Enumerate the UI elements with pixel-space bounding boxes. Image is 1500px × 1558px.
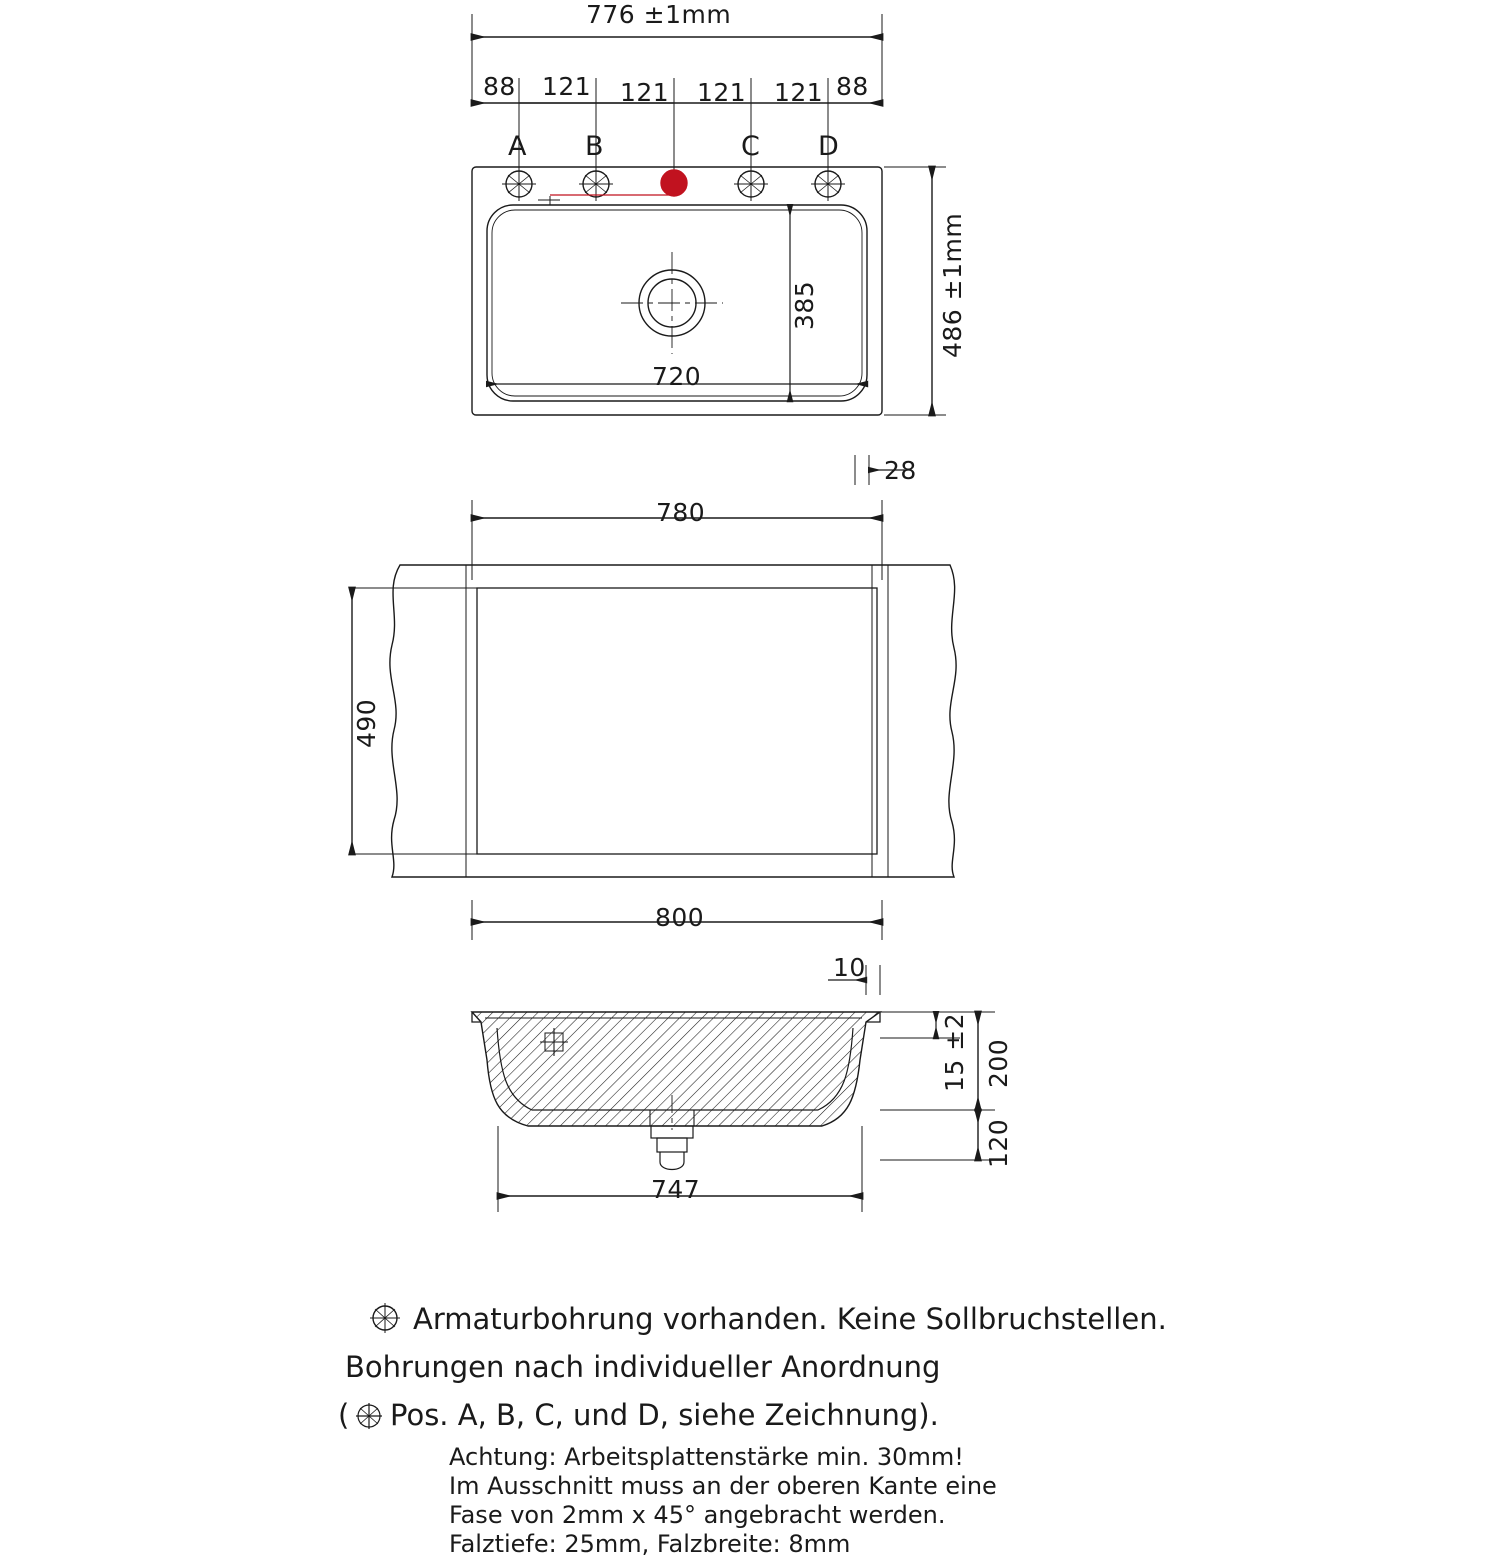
dim-overall-depth: 486 ±1mm [938,212,967,358]
dim-drain-depth: 120 [984,1118,1013,1168]
note-line-3-paren: ( [338,1398,350,1432]
dim-inner-width: 747 [651,1175,701,1204]
dim-bowl-width: 720 [652,362,702,391]
dim-edge-offset: 10 [833,953,866,982]
hole-label-d: D [818,131,840,162]
dim-overall-width: 776 ±1mm [586,0,732,29]
warning-line-3: Fase von 2mm x 45° angebracht werden. [449,1501,946,1529]
hole-label-c: C [741,131,761,162]
dim-bowl-depth: 385 [790,280,819,330]
dim-hole-spacing-6: 88 [836,72,869,101]
warning-line-4: Falztiefe: 25mm, Falzbreite: 8mm [449,1530,851,1558]
note-line-1: Armaturbohrung vorhanden. Keine Sollbruchstellen. [413,1302,1167,1336]
dim-cutout-width: 780 [656,498,706,527]
warning-line-1: Achtung: Arbeitsplattenstärke min. 30mm! [449,1443,964,1471]
dim-rim-height: 15 ±2 [940,1012,969,1092]
note-line-2: Bohrungen nach individueller Anordnung [345,1350,941,1384]
note-line-3: Pos. A, B, C, und D, siehe Zeichnung). [390,1398,939,1432]
dim-cutout-depth: 490 [352,698,381,748]
dim-hole-spacing-4: 121 [697,78,747,107]
dim-bowl-depth-total: 200 [984,1038,1013,1088]
warning-line-2: Im Ausschnitt muss an der oberen Kante eine [449,1472,997,1500]
dim-rim-thickness: 28 [884,456,917,485]
hole-symbol-icon [352,1398,386,1432]
dim-hole-spacing-5: 121 [774,78,824,107]
dim-hole-spacing-1: 88 [483,72,516,101]
hole-label-a: A [508,131,527,162]
dim-hole-spacing-2: 121 [542,72,592,101]
dim-hole-spacing-3: 121 [620,78,670,107]
hole-label-b: B [585,131,605,162]
dim-outer-width: 800 [655,903,705,932]
